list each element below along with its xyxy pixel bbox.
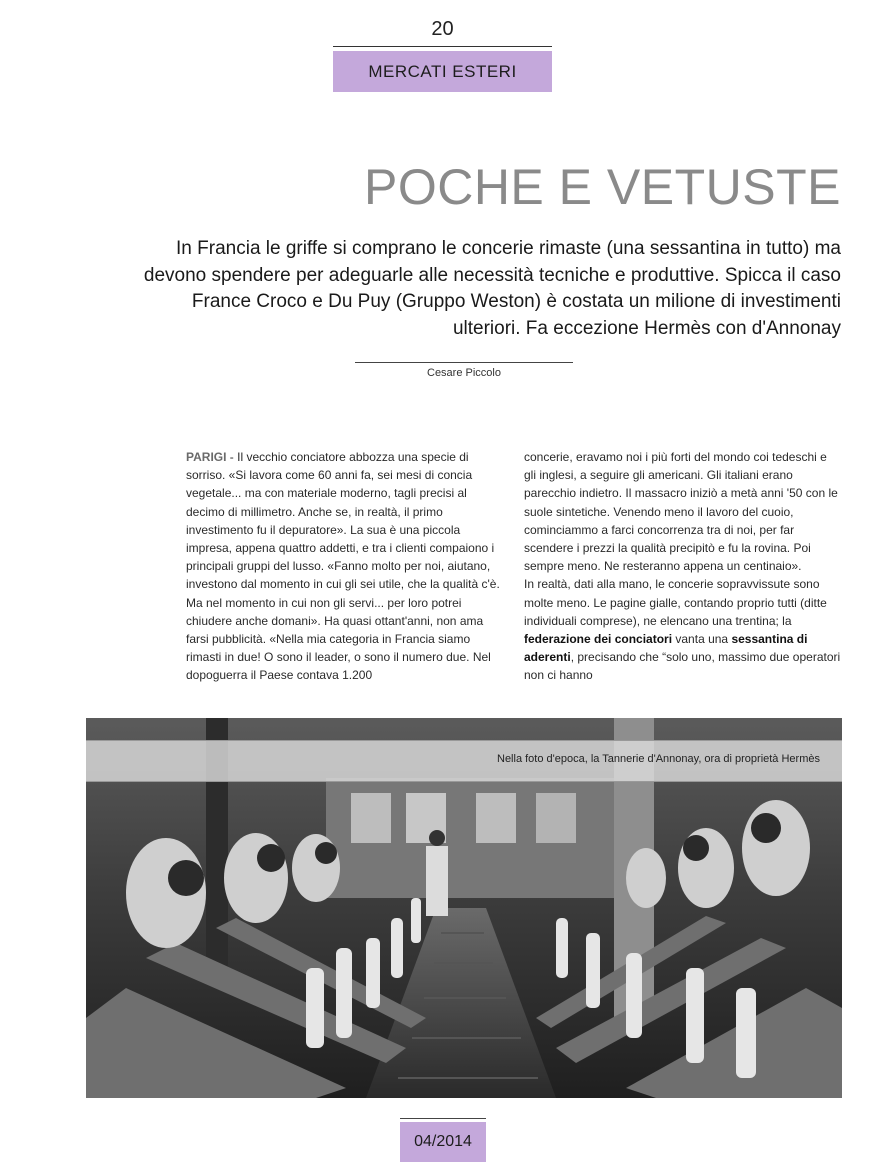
photo-caption: Nella foto d'epoca, la Tannerie d'Annonay, ora di proprietà Hermès: [497, 753, 820, 765]
byline-rule: [355, 362, 573, 363]
article-byline: Cesare Piccolo: [427, 367, 501, 379]
body-column-left: [186, 448, 502, 685]
body-paragraph: [524, 575, 842, 684]
article-standfirst: In Francia le griffe si comprano le concerie rimaste (una sessantina in tutto) ma devono spendere per adeguarle alle necessità tecniche e produttive. Spicca il caso France Croco e Du Puy (Gruppo Weston) è costata un milione di investimenti ulteriori. Fa eccezione Hermès con d'Annonay: [143, 238, 841, 339]
header-rule: [333, 46, 552, 47]
section-label: MERCATI ESTERI: [333, 51, 552, 92]
body-paragraph: concerie, eravamo noi i più forti del mondo coi tedeschi e gli inglesi, a seguire gli americani. Gli italiani erano parecchio indietro. Il massacro iniziò a metà anni '50 con le suole sintetiche. Venendo meno il lavoro del cuoio, cominciammo a farci concorrenza tra di noi, per far scendere i prezzi la qualità precipitò e fu la rovina. Poi sempre meno. Ne resteranno appena un centinaio».: [524, 450, 838, 574]
dateline: PARIGI: [186, 450, 227, 464]
issue-label: 04/2014: [400, 1122, 486, 1162]
bold-phrase: sessantina di aderenti: [524, 632, 808, 665]
body-text: vanta una: [672, 632, 732, 647]
body-paragraph: [186, 448, 502, 685]
page-number: 20: [431, 18, 454, 40]
article-headline: POCHE E VETUSTE: [363, 159, 841, 215]
footer-rule: [400, 1118, 486, 1119]
body-text: , precisando che “solo uno, massimo due operatori non ci hanno: [524, 650, 841, 683]
tannery-photo: [86, 718, 842, 1098]
body-text: In realtà, dati alla mano, le concerie sopravvissute sono molte meno. Le pagine gialle, contando proprio tutti (ditte individuali comprese), ne elencano una trentina; la: [524, 577, 827, 628]
body-text: - Il vecchio conciatore abbozza una specie di sorriso. «Si lavora come 60 anni fa, sei mesi di concia vegetale... ma con materiale moderno, tagli precisi al decimo di millimetro. Anche se, in realtà, il primo investimento fu il depuratore». La sua è una piccola impresa, appena quattro addetti, e tra i clienti compaiono i principali gruppi del lusso. «Fanno molto per noi, aiutano, investono dal momento in cui gli sei utile, che la qualità c'è. Ma nel momento in cui non gli servi... per loro potrei chiudere anche domani». Ha quasi ottant'anni, non ama farsi pubblicità. «Nella mia categoria in Francia siamo rimasti in due! O sono il leader, o sono il numero due. Nel dopoguerra il Paese contava 1.200: [186, 450, 500, 683]
body-column-right: [524, 448, 842, 685]
bold-phrase: federazione dei conciatori: [524, 632, 673, 647]
